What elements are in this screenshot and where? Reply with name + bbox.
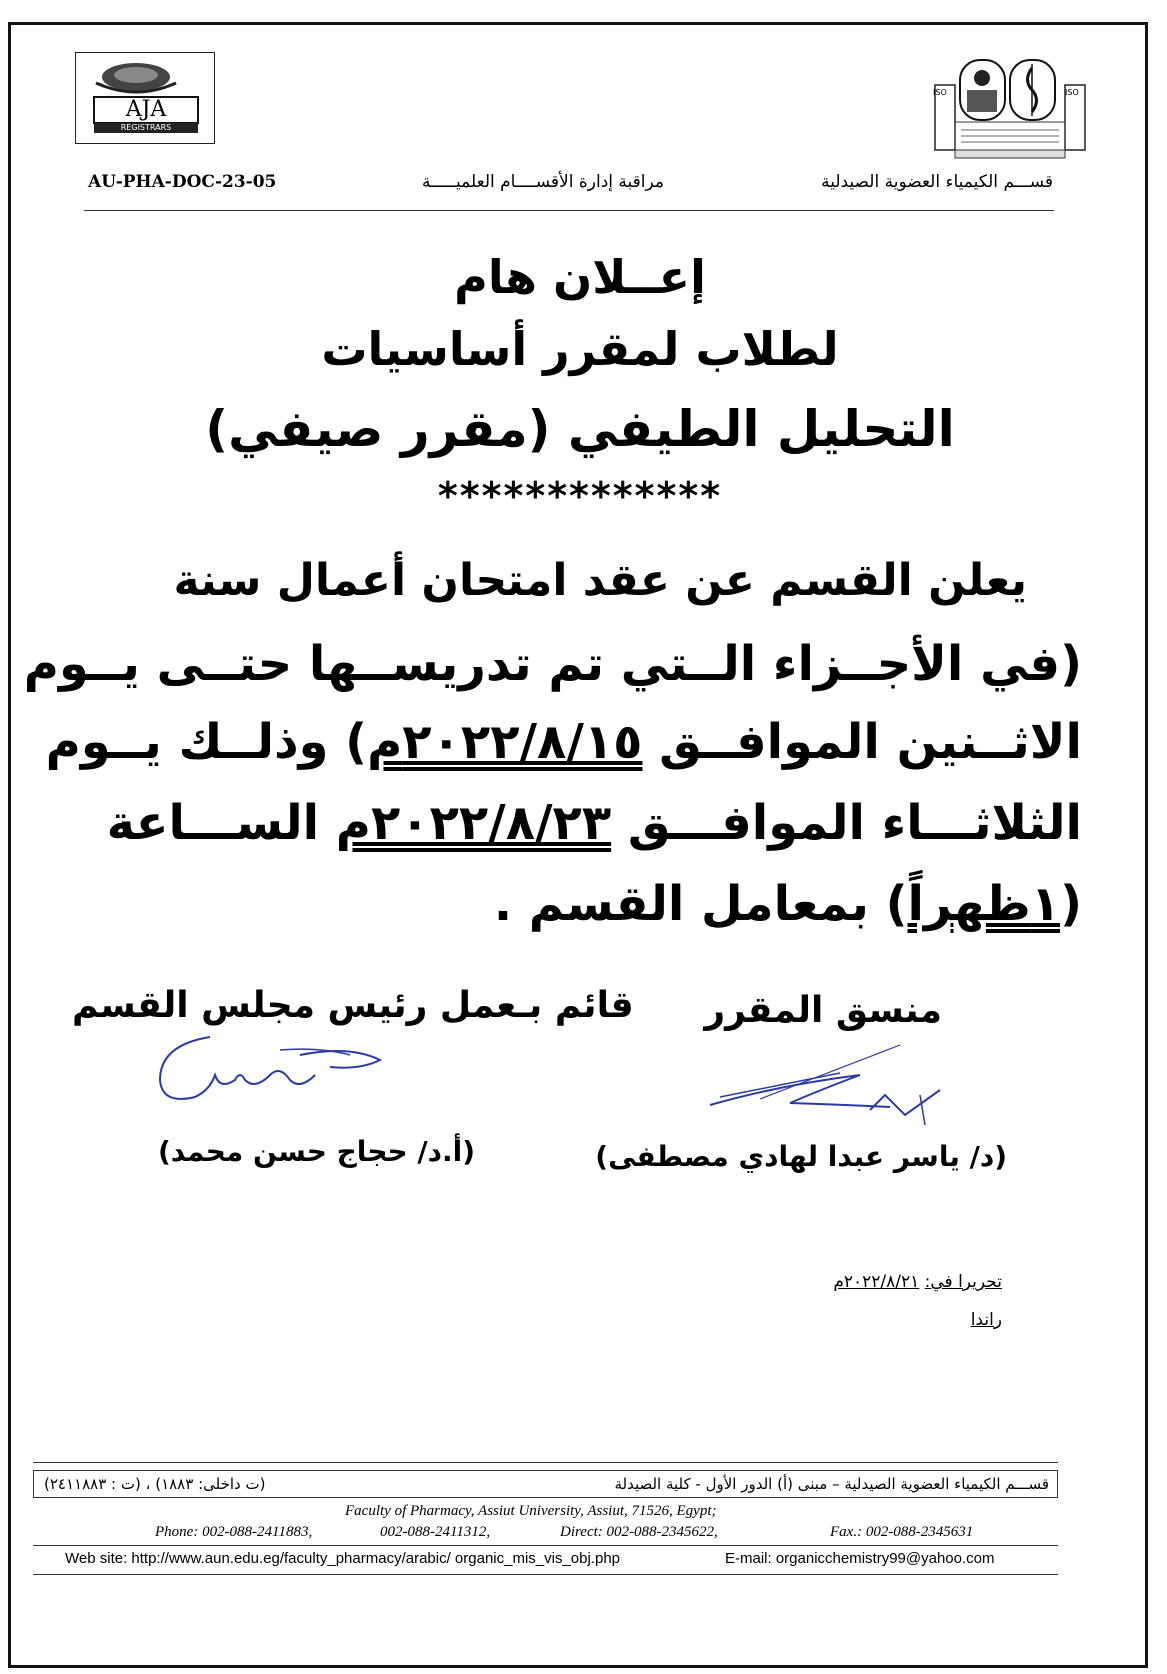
coordinator-signature: [700, 1035, 980, 1130]
head-signature: [150, 1025, 400, 1110]
footer-divider: [33, 1462, 1058, 1463]
footer-divider-2: [33, 1545, 1058, 1546]
body-line-3: [107, 795, 1082, 851]
body-line-2-post: ) وذلــك يــوم: [45, 714, 368, 770]
body-line-2: [46, 714, 1082, 770]
head-name: (أ.د/ حجاج حسن محمد): [158, 1135, 476, 1168]
footer-direct: Direct: 002-088-2345622,: [560, 1524, 718, 1540]
footer-arabic-address: قســـم الكيمياء العضوية الصيدلية – مبنى (أ) الدور الأول - كلية الصيدلة: [614, 1475, 1049, 1493]
footer-arabic-phone: (ت داخلى: ١٨٨٣) ، (ت : ٢٤١١٨٨٣): [44, 1475, 266, 1493]
body-line-4-post: ) بمعامل القسم .: [493, 876, 908, 932]
footer-divider-3: [33, 1574, 1058, 1575]
aja-registrars-logo: [75, 52, 215, 144]
announcement-subtitle: لطلاب لمقرر أساسيات: [321, 322, 839, 376]
body-line-3-post: الســـاعة: [106, 795, 320, 851]
footer-arabic-box: [33, 1470, 1058, 1498]
issue-date: ٢٠٢٢/٨/٢١م: [833, 1272, 920, 1292]
exam-time: ١ظهراً: [907, 876, 1061, 932]
logo-subtext: REGISTRARS: [120, 123, 172, 132]
body-line-3-pre: الثلاثـــاء الموافـــق: [627, 795, 1082, 851]
iso-label-left: ISO: [933, 88, 947, 97]
body-line-1: (في الأجــزاء الــتي تم تدريســها حتــى يــوم: [23, 636, 1082, 692]
footer-website: Web site: http://www.aun.edu.eg/faculty_pharmacy/arabic/ organic_mis_vis_obj.php: [65, 1550, 621, 1567]
stars-divider: *************: [437, 474, 723, 518]
logo-text: AJA: [125, 97, 167, 122]
header-row: [88, 172, 1053, 200]
header-department-label: قســـم الكيمياء العضوية الصيدلية: [821, 172, 1053, 192]
body-line-4: [494, 876, 1082, 932]
body-line-4-pre: (: [1060, 876, 1082, 932]
announcement-title: إعــلان هام: [454, 250, 706, 304]
issue-date-label: تحريرا في:: [924, 1272, 1002, 1292]
header-divider: [84, 210, 1054, 211]
exam-date: ٢٠٢٢/٨/٢٣م: [335, 795, 612, 851]
body-line-0: يعلن القسم عن عقد امتحان أعمال سنة: [173, 555, 1027, 606]
head-of-department-title: قائم بـعمل رئيس مجلس القسم: [72, 985, 634, 1026]
coordinator-title: منسق المقرر: [704, 990, 942, 1031]
exam-end-date: ٢٠٢٢/٨/١٥م: [367, 714, 643, 770]
typist-initials: راندا: [970, 1310, 1002, 1330]
iso-label-right: ISO: [1065, 88, 1079, 97]
footer-phone-2: 002-088-2411312,: [380, 1524, 491, 1540]
body-line-2-pre: الاثــنين الموافــق: [659, 714, 1082, 770]
footer-fax: Fax.: 002-088-2345631: [830, 1524, 974, 1540]
footer-phone: Phone: 002-088-2411883,: [155, 1524, 313, 1540]
university-iso-logo: [915, 50, 1100, 168]
course-name: التحليل الطيفي (مقرر صيفي): [205, 400, 955, 458]
issue-date-line: [833, 1272, 1002, 1292]
footer-english-address: Faculty of Pharmacy, Assiut University, Assiut, 71526, Egypt;: [345, 1503, 717, 1519]
footer-email: E-mail: organicchemistry99@yahoo.com: [725, 1550, 995, 1567]
coordinator-name: (د/ ياسر عبدا لهادي مصطفى): [595, 1140, 1007, 1173]
document-code: AU-PHA-DOC-23-05: [88, 172, 277, 192]
header-center-label: مراقبة إدارة الأقســــام العلميـــــة: [422, 172, 664, 192]
